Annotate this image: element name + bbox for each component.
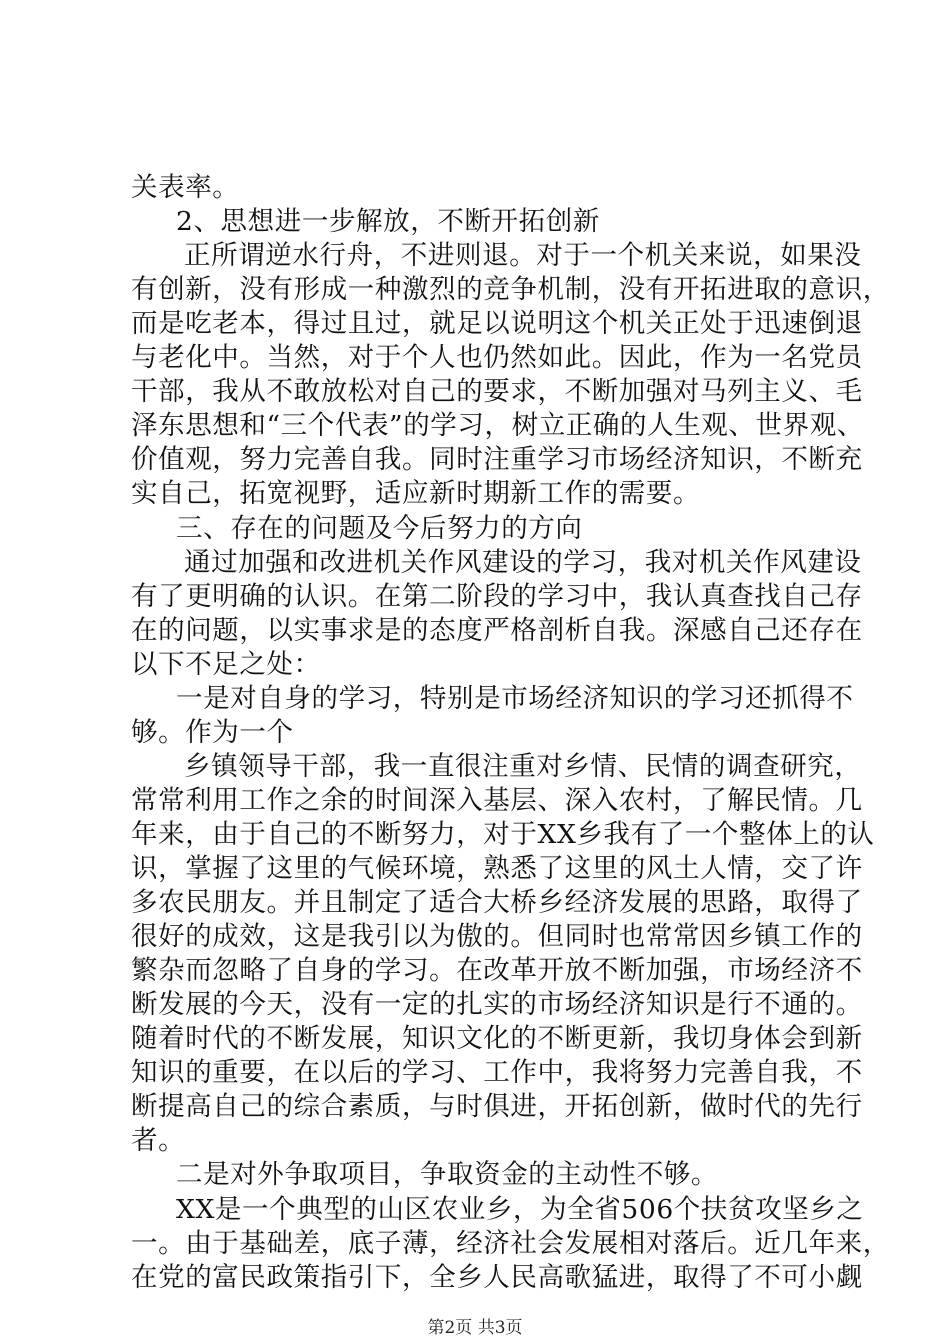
text-line: 有了更明确的认识。在第二阶段的学习中，我认真查找自己存 — [131, 581, 863, 612]
text-line: 价值观，努力完善自我。同时注重学习市场经济知识，不断充 — [131, 444, 863, 475]
text-line: 多农民朋友。并且制定了适合大桥乡经济发展的思路，取得了 — [131, 887, 863, 918]
text-line: 断发展的今天，没有一定的扎实的市场经济知识是行不通的。 — [131, 989, 863, 1020]
text-line: 在党的富民政策指引下，全乡人民高歌猛进，取得了不可小觑 — [131, 1262, 863, 1293]
text-line: 关表率。 — [131, 172, 240, 203]
text-line: 二是对外争取项目，争取资金的主动性不够。 — [176, 1159, 718, 1190]
text-line: 泽东思想和“三个代表”的学习，树立正确的人生观、世界观、 — [131, 410, 864, 441]
text-line: 一。由于基础差，底子薄，经济社会发展相对落后。近几年来， — [131, 1228, 890, 1259]
text-line: 乡镇领导干部，我一直很注重对乡情、民情的调查研究， — [184, 751, 862, 782]
text-line: 实自己，拓宽视野，适应新时期新工作的需要。 — [131, 478, 701, 509]
text-line: 有创新，没有形成一种激烈的竞争机制，没有开拓进取的意识， — [131, 274, 890, 305]
text-line: 与老化中。当然，对于个人也仍然如此。因此，作为一名党员 — [131, 342, 863, 373]
text-line: 正所谓逆水行舟，不进则退。对于一个机关来说，如果没 — [184, 240, 862, 271]
text-line: 干部，我从不敢放松对自己的要求，不断加强对马列主义、毛 — [131, 376, 863, 407]
text-line: XX是一个典型的山区农业乡，为全省506个扶贫攻坚乡之 — [176, 1194, 864, 1225]
text-line: 断提高自己的综合素质，与时俱进，开拓创新，做时代的先行 — [131, 1091, 863, 1122]
text-line: 而是吃老本，得过且过，就足以说明这个机关正处于迅速倒退 — [131, 308, 863, 339]
text-line: 常常利用工作之余的时间深入基层、深入农村，了解民情。几 — [131, 785, 863, 816]
text-line: 够。作为一个 — [131, 717, 294, 748]
text-line: 一是对自身的学习，特别是市场经济知识的学习还抓得不 — [176, 683, 854, 714]
text-line: 以下不足之处： — [131, 649, 321, 680]
section-heading: 三、存在的问题及今后努力的方向 — [176, 513, 583, 544]
text-line: 者。 — [131, 1125, 186, 1156]
text-line: 识，掌握了这里的气候环境，熟悉了这里的风土人情，交了许 — [131, 853, 863, 884]
text-line: 通过加强和改进机关作风建设的学习，我对机关作风建设 — [184, 547, 862, 578]
text-line: 随着时代的不断发展，知识文化的不断更新，我切身体会到新 — [131, 1023, 863, 1054]
text-line: 繁杂而忽略了自身的学习。在改革开放不断加强，市场经济不 — [131, 955, 863, 986]
page-number-footer: 第2页 共3页 — [427, 1318, 523, 1338]
text-line: 在的问题，以实事求是的态度严格剖析自我。深感自己还存在 — [131, 615, 863, 646]
text-line: 很好的成效，这是我引以为傲的。但同时也常常因乡镇工作的 — [131, 921, 863, 952]
text-line: 知识的重要，在以后的学习、工作中，我将努力完善自我，不 — [131, 1057, 863, 1088]
section-heading: 2、思想进一步解放，不断开拓创新 — [176, 206, 600, 237]
text-line: 年来，由于自己的不断努力，对于XX乡我有了一个整体上的认 — [131, 819, 875, 850]
